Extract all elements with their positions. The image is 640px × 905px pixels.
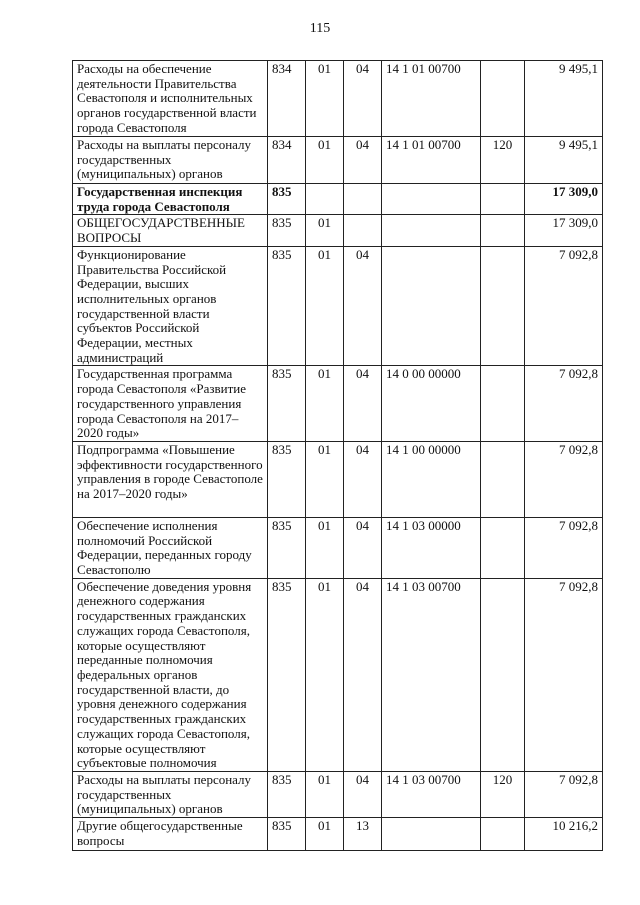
target-article-cell: 14 1 01 00700	[382, 61, 481, 137]
target-article-cell: 14 1 03 00700	[382, 771, 481, 817]
ministry-code-cell: 834	[268, 137, 306, 184]
target-article-cell	[382, 184, 481, 215]
table-row	[73, 578, 603, 771]
target-article-cell	[382, 818, 481, 851]
expense-type-cell	[481, 441, 525, 517]
ministry-code-cell: 835	[268, 215, 306, 246]
amount-cell: 7 092,8	[525, 366, 603, 442]
expense-name-cell: Расходы на выплаты персоналу государственных (муниципальных) органов	[73, 137, 268, 184]
subsection-code-cell: 04	[344, 61, 382, 137]
amount-cell: 9 495,1	[525, 137, 603, 184]
ministry-code-cell: 835	[268, 818, 306, 851]
subsection-code-cell	[344, 184, 382, 215]
ministry-code-cell: 835	[268, 184, 306, 215]
table-row	[73, 184, 603, 215]
amount-cell: 17 309,0	[525, 215, 603, 246]
expense-type-cell	[481, 215, 525, 246]
expense-type-cell	[481, 517, 525, 578]
amount-cell: 17 309,0	[525, 184, 603, 215]
target-article-cell: 14 1 01 00700	[382, 137, 481, 184]
section-code-cell: 01	[306, 818, 344, 851]
section-code-cell: 01	[306, 61, 344, 137]
table-row	[73, 137, 603, 184]
table-row	[73, 517, 603, 578]
expense-name-cell: Государственная программа города Севастополя «Развитие государственного управления города Севастополя на 2017–2020 годы»	[73, 366, 268, 442]
subsection-code-cell: 13	[344, 818, 382, 851]
target-article-cell: 14 1 03 00000	[382, 517, 481, 578]
subsection-code-cell	[344, 215, 382, 246]
subsection-code-cell: 04	[344, 517, 382, 578]
amount-cell: 7 092,8	[525, 441, 603, 517]
table-row	[73, 366, 603, 442]
target-article-cell: 14 1 03 00700	[382, 578, 481, 771]
amount-cell: 7 092,8	[525, 246, 603, 366]
target-article-cell	[382, 215, 481, 246]
expense-type-cell	[481, 246, 525, 366]
table-row	[73, 441, 603, 517]
expense-type-cell: 120	[481, 771, 525, 817]
subsection-code-cell: 04	[344, 441, 382, 517]
section-code-cell: 01	[306, 137, 344, 184]
subsection-code-cell: 04	[344, 137, 382, 184]
expense-name-cell: Подпрограмма «Повышение эффективности государственного управления в городе Севастополе на 2017–2020 годы»	[73, 441, 268, 517]
ministry-code-cell: 834	[268, 61, 306, 137]
expense-type-cell	[481, 578, 525, 771]
expense-type-cell	[481, 61, 525, 137]
table-row	[73, 818, 603, 851]
ministry-code-cell: 835	[268, 517, 306, 578]
section-code-cell: 01	[306, 246, 344, 366]
ministry-code-cell: 835	[268, 246, 306, 366]
table-row	[73, 246, 603, 366]
expense-name-cell: Государственная инспекция труда города Севастополя	[73, 184, 268, 215]
table-row	[73, 215, 603, 246]
section-code-cell: 01	[306, 215, 344, 246]
section-code-cell: 01	[306, 517, 344, 578]
amount-cell: 7 092,8	[525, 771, 603, 817]
expense-type-cell	[481, 184, 525, 215]
table-row	[73, 771, 603, 817]
section-code-cell: 01	[306, 441, 344, 517]
target-article-cell: 14 1 00 00000	[382, 441, 481, 517]
expense-name-cell: Расходы на обеспечение деятельности Правительства Севастополя и исполнительных органов государственной власти города Севастополя	[73, 61, 268, 137]
expense-type-cell: 120	[481, 137, 525, 184]
subsection-code-cell: 04	[344, 578, 382, 771]
subsection-code-cell: 04	[344, 246, 382, 366]
section-code-cell	[306, 184, 344, 215]
amount-cell: 7 092,8	[525, 578, 603, 771]
ministry-code-cell: 835	[268, 366, 306, 442]
expense-type-cell	[481, 818, 525, 851]
budget-table	[72, 60, 603, 851]
expense-name-cell: Другие общегосударственные вопросы	[73, 818, 268, 851]
expense-name-cell: Обеспечение доведения уровня денежного содержания государственных гражданских служащих города Севастополя, которые осуществляют переданные полномочия федеральных органов государственной власти, до уровня денежного содержания государственных гражданских служащих города Севастополя, которые осуществляют субъектовые полномочия	[73, 578, 268, 771]
page-number: 115	[309, 21, 331, 36]
subsection-code-cell: 04	[344, 366, 382, 442]
expense-name-cell: Обеспечение исполнения полномочий Российской Федерации, переданных городу Севастополю	[73, 517, 268, 578]
expense-name-cell: ОБЩЕГОСУДАРСТВЕННЫЕ ВОПРОСЫ	[73, 215, 268, 246]
section-code-cell: 01	[306, 771, 344, 817]
subsection-code-cell: 04	[344, 771, 382, 817]
expense-name-cell: Функционирование Правительства Российской Федерации, высших исполнительных органов государственной власти субъектов Российской Федерации, местных администраций	[73, 246, 268, 366]
budget-table-body	[73, 61, 603, 851]
ministry-code-cell: 835	[268, 578, 306, 771]
section-code-cell: 01	[306, 366, 344, 442]
section-code-cell: 01	[306, 578, 344, 771]
table-row	[73, 61, 603, 137]
expense-name-cell: Расходы на выплаты персоналу государственных (муниципальных) органов	[73, 771, 268, 817]
target-article-cell	[382, 246, 481, 366]
amount-cell: 10 216,2	[525, 818, 603, 851]
target-article-cell: 14 0 00 00000	[382, 366, 481, 442]
amount-cell: 9 495,1	[525, 61, 603, 137]
expense-type-cell	[481, 366, 525, 442]
ministry-code-cell: 835	[268, 441, 306, 517]
ministry-code-cell: 835	[268, 771, 306, 817]
amount-cell: 7 092,8	[525, 517, 603, 578]
